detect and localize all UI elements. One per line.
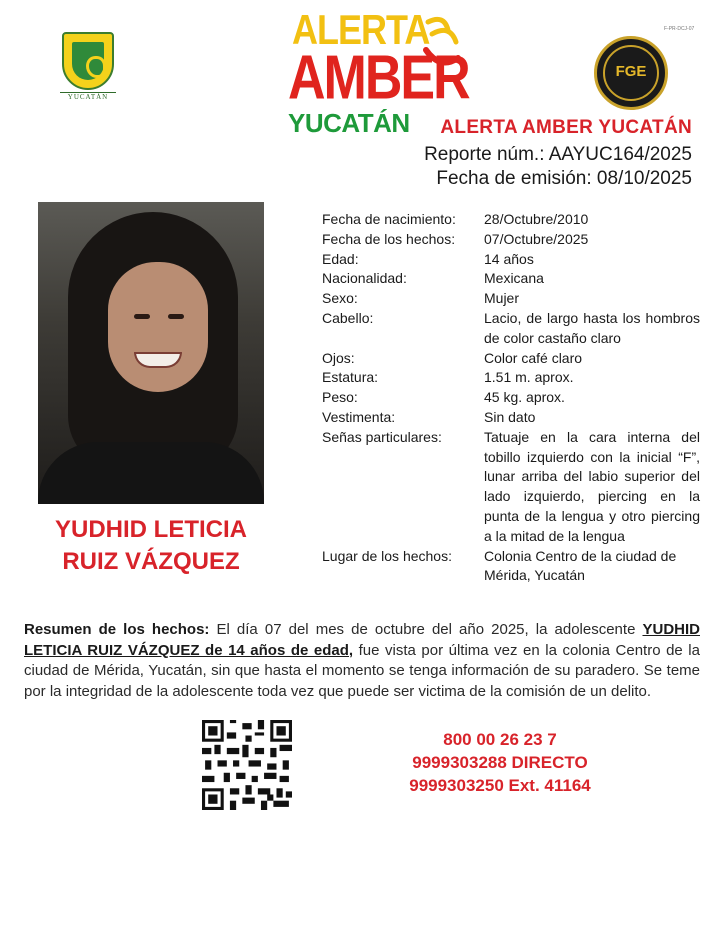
summary-paragraph (24, 620, 700, 702)
detail-value: Color café claro (484, 349, 583, 366)
detail-label: Peso: (322, 389, 358, 406)
detail-value: 14 años (484, 250, 534, 267)
detail-label: Lugar de los hechos: (322, 547, 452, 564)
detail-row (322, 210, 700, 230)
detail-value: 45 kg. aprox. (484, 389, 565, 406)
logo-line-yucatan: YUCATÁN (288, 108, 410, 138)
detail-label: Nacionalidad: (322, 270, 407, 287)
detail-value: Mujer (484, 290, 520, 307)
signal-wave-icon (422, 10, 462, 80)
details-table (322, 210, 700, 586)
detail-row (322, 368, 700, 388)
logo-line-amber: AMBER (288, 43, 469, 113)
detail-label: Vestimenta: (322, 408, 396, 425)
qr-code[interactable] (202, 720, 292, 810)
report-number: Reporte núm.: AAYUC164/2025 (424, 144, 692, 165)
detail-row (322, 388, 700, 408)
detail-value: 1.51 m. aprox. (484, 369, 574, 386)
summary-label: Resumen de los hechos: (24, 621, 210, 638)
state-emblem-label: YUCATÁN (60, 92, 116, 101)
detail-value: Mexicana (484, 270, 544, 287)
detail-label: Señas particulares: (322, 428, 442, 445)
issue-date: Fecha de emisión: 08/10/2025 (436, 168, 692, 189)
detail-label: Estatura: (322, 369, 379, 386)
detail-row (322, 289, 700, 309)
detail-value: 07/Octubre/2025 (484, 230, 589, 247)
missing-person-photo (38, 202, 264, 504)
summary-person-name: YUDHID LETICIA RUIZ VÁZQUEZ de 14 años de edad, (24, 621, 700, 659)
detail-row (322, 547, 700, 587)
state-emblem (60, 32, 116, 102)
detail-value: Tatuaje en la cara interna del tobillo izquierdo con la inicial “F”, lunar arriba del labio superior del lado izquierdo, piercing en la punta de la lengua y otro piercing a la mitad de la lengua (484, 428, 700, 544)
amber-alert-logo (288, 6, 469, 138)
person-name-line1: YUDHID LETICIA (55, 516, 247, 543)
detail-row (322, 428, 700, 547)
detail-value: 28/Octubre/2010 (484, 211, 589, 227)
phone-hotline[interactable]: 800 00 26 23 7 (443, 730, 557, 749)
alert-title: ALERTA AMBER YUCATÁN (440, 117, 692, 138)
detail-value: Colonia Centro de la ciudad de Mérida, Yucatán (484, 547, 677, 584)
fge-seal-label: FGE (615, 63, 647, 80)
person-name-line2: RUIZ VÁZQUEZ (62, 548, 240, 575)
shield-icon (62, 32, 114, 90)
detail-label: Sexo: (322, 290, 358, 307)
logo-line-alerta: ALERTA (292, 6, 430, 54)
detail-value: Sin dato (484, 408, 536, 425)
summary-text-2: fue vista por última vez en la colonia Centro de la ciudad de Mérida, Yucatán, sin que hasta el momento se tenga información de su paradero. Se teme por la integridad de la adolescente toda vez que puede ser victima de la comisión de un delito. (24, 641, 700, 700)
detail-row (322, 250, 700, 270)
detail-row (322, 230, 700, 250)
form-code: F-PR-DCJ-07 (664, 26, 695, 32)
phone-direct[interactable]: 9999303288 DIRECTO (412, 753, 588, 772)
detail-value: Lacio, de largo hasta los hombros de color castaño claro (484, 309, 700, 346)
detail-label: Cabello: (322, 309, 374, 326)
contact-phones (360, 728, 640, 797)
detail-label: Ojos: (322, 349, 355, 366)
detail-row (322, 269, 700, 289)
detail-row (322, 408, 700, 428)
detail-label: Fecha de los hechos: (322, 230, 456, 247)
phone-extension[interactable]: 9999303250 Ext. 41164 (409, 776, 591, 795)
fge-seal (594, 36, 668, 110)
detail-row (322, 309, 700, 349)
detail-row (322, 349, 700, 369)
detail-label: Edad: (322, 250, 359, 267)
person-name (38, 514, 264, 578)
deer-icon (86, 56, 106, 78)
detail-label: Fecha de nacimiento: (322, 211, 456, 227)
summary-text-1: El día 07 del mes de octubre del año 2025, la adolescente (209, 621, 643, 638)
